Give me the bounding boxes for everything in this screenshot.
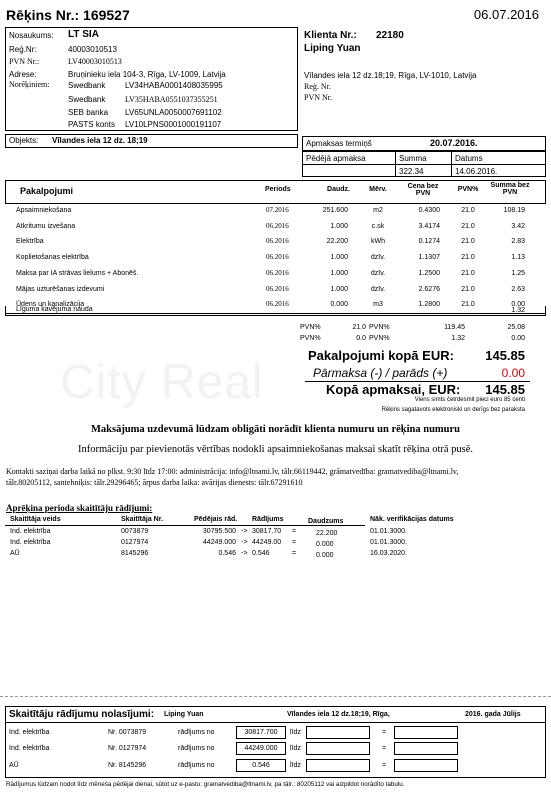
slip-title: Skaitītāju rādījumu nolasījumi: <box>9 709 155 720</box>
slip-eq: = <box>382 745 387 752</box>
meter-nr: 0073879 <box>121 528 149 535</box>
service-unit: c.sk <box>371 223 385 230</box>
seller-address: Bruņinieku iela 104-3, Rīga, LV-1009, Latvija <box>68 70 226 79</box>
service-sum: 2.83 <box>511 238 525 245</box>
slip-eq: = <box>382 729 387 736</box>
seller-accounts-label: Norēķiniem: <box>9 80 50 89</box>
service-unit: dzīv. <box>370 254 386 261</box>
slip-to: līdz <box>290 762 301 769</box>
slip-new-reading-input[interactable] <box>306 742 370 755</box>
bank-name: Swedbank <box>68 95 106 104</box>
slip-label: rādījums no <box>178 745 215 752</box>
object-value: Vīlandes iela 12 dz. 18;19 <box>52 136 148 145</box>
vat-base: 119.45 <box>444 324 465 331</box>
penalty-label: Līguma kavējuma nauda <box>16 306 93 313</box>
meters-col-nr: Skaitītāja Nr. <box>121 516 164 523</box>
contact-line-1: Kontakti saziņai darba laikā no plkst. 9:30 līdz 17:00: administrācija: info@ltnami.lv, tālr.66119442, grāmatvedība: gramatvediba@ltnami.lv, <box>6 467 459 476</box>
service-vat: 21.0 <box>461 254 475 261</box>
service-name: Maksa par IA strāvas lielums + Abonēš. <box>16 270 139 277</box>
slip-to: līdz <box>290 729 301 736</box>
slip-meter-nr: Nr. 8145296 <box>108 762 147 769</box>
slip-reading: 30817.700 <box>236 726 286 739</box>
meter-type: AŪ <box>10 550 20 557</box>
vat-label: PVN% <box>300 324 321 331</box>
meter-last: 0.546 <box>218 550 236 557</box>
grand-total-label: Kopā apmaksai, EUR: <box>326 382 461 397</box>
vat-notice: Informāciju par pievienotās vērtības nodokli apsaimniekošanas maksai skatīt rēķina otrā pusē. <box>77 444 474 455</box>
service-name: Elektrība <box>16 238 44 245</box>
slip-reading: 44249.000 <box>236 742 286 755</box>
slip-address: Vīlandes iela 12 dz.18;19, Rīga, <box>287 711 390 718</box>
service-price: 1.2800 <box>418 301 440 308</box>
service-name: Apsaimniekošana <box>16 207 72 214</box>
service-vat: 21.0 <box>461 207 475 214</box>
vat-rate: 0.0 <box>356 335 366 342</box>
service-sum: 108.19 <box>503 207 525 214</box>
service-vat: 21.0 <box>461 223 475 230</box>
service-name: Koplietošanas elektrība <box>16 254 89 261</box>
seller-pvn-label: PVN Nr.: <box>9 57 40 66</box>
grand-total: 145.85 <box>485 382 525 397</box>
col-services: Pakalpojumi <box>20 186 74 196</box>
meter-last: 44249.000 <box>202 539 236 546</box>
service-name: Atkritumu izvešana <box>16 223 76 230</box>
meters-col-reading: Rādījums <box>252 516 284 523</box>
object-box <box>5 134 298 148</box>
equals: = <box>292 528 297 535</box>
services-total-label: Pakalpojumi kopā EUR: <box>308 348 454 363</box>
slip-new-reading-input[interactable] <box>306 759 370 772</box>
object-label: Objekts: <box>9 136 39 145</box>
meter-type: Ind. elektrība <box>10 539 51 546</box>
meters-title: Aprēķina perioda skaitītāju rādījumi: <box>6 503 153 513</box>
client-pvn-label: PVN Nr. <box>304 93 333 102</box>
vat-rate: 21.0 <box>352 324 366 331</box>
meter-qty: 22.200 <box>316 530 338 537</box>
slip-eq: = <box>382 762 387 769</box>
service-price: 0.4300 <box>418 207 440 214</box>
slip-meter-type: Ind. elektrība <box>9 729 50 736</box>
arrow: -> <box>241 550 248 557</box>
seller-pvn: LV40003010513 <box>68 57 122 66</box>
meter-reading: 44249.00 <box>252 539 282 546</box>
slip-to: līdz <box>290 745 301 752</box>
slip-footer: Rādījumus lūdzam nodot līdz mēneša pēdējai dienai, sūtot uz e-pastu: gramatvediba@ltnami.lv, pa tālr.: 80205112 vai aizpildot norādīto tabulu. <box>6 781 405 788</box>
bank-name: Swedbank <box>68 81 106 90</box>
amount-in-words: Viens simts četrdesmit pieci euro 85 centi <box>414 397 525 403</box>
vat-label: PVN% <box>369 324 390 331</box>
col-vat: PVN% <box>457 186 479 193</box>
service-sum: 2.63 <box>511 286 525 293</box>
bank-iban: LV35HABA0551037355251 <box>125 95 218 104</box>
meter-verif: 01.01.3000. <box>370 528 407 535</box>
due-date: 20.07.2016. <box>430 138 478 148</box>
service-period: 06.2016 <box>266 222 289 230</box>
service-price: 1.2500 <box>418 270 440 277</box>
client-nr: 22180 <box>376 30 404 41</box>
meter-verif: 16.03.2020. <box>370 550 407 557</box>
meter-last: 30795.500 <box>202 528 236 535</box>
service-unit: m3 <box>373 301 383 308</box>
service-unit: dzīv. <box>370 286 386 293</box>
service-name: Ūdens un kanalizācija <box>16 301 85 308</box>
last-payment-sum: 322.34 <box>399 167 424 176</box>
vat-amount: 0.00 <box>511 335 525 342</box>
meters-col-qty: Daudzums <box>308 518 344 525</box>
service-price: 3.4174 <box>418 223 440 230</box>
meter-type: Ind. elektrība <box>10 528 51 535</box>
seller-address-label: Adrese: <box>9 70 37 79</box>
meters-col-verif: Nāk. verifikācijas datums <box>370 516 454 523</box>
electronic-note: Rēķins sagatavots elektroniski un derīgs bez paraksta <box>381 407 525 413</box>
slip-meter-type: AŪ <box>9 762 19 769</box>
equals: = <box>292 550 297 557</box>
payment-notice: Maksājuma uzdevumā lūdzam obligāti norādīt klienta numuru un rēķina numuru <box>90 424 461 435</box>
service-vat: 21.0 <box>461 301 475 308</box>
service-sum: 3.42 <box>511 223 525 230</box>
seller-name: LT SIA <box>68 29 99 40</box>
arrow: -> <box>241 539 248 546</box>
service-qty: 1.000 <box>330 254 348 261</box>
service-unit: dzīv. <box>370 270 386 277</box>
service-period: 07.2016 <box>266 206 289 214</box>
slip-period: 2016. gada Jūlijs <box>465 711 521 718</box>
service-qty: 22.200 <box>326 238 348 245</box>
penalty-value: 1.32 <box>511 307 525 314</box>
service-vat: 21.0 <box>461 286 475 293</box>
service-sum: 1.13 <box>511 254 525 261</box>
last-payment-label: Pēdējā apmaksa <box>306 154 366 163</box>
meter-verif: 01.01.3000. <box>370 539 407 546</box>
service-period: 06.2016 <box>266 269 289 277</box>
slip-reading: 0.546 <box>236 759 286 772</box>
vat-label: PVN% <box>300 335 321 342</box>
meters-col-last: Pēdējais rād. <box>194 516 238 523</box>
slip-new-reading-input[interactable] <box>306 726 370 739</box>
watermark-logo: City Real <box>60 356 264 409</box>
service-unit: kWh <box>371 238 385 245</box>
service-qty: 0.000 <box>330 301 348 308</box>
slip-label: rādījums no <box>178 762 215 769</box>
service-vat: 21.0 <box>461 238 475 245</box>
service-qty: 1.000 <box>330 286 348 293</box>
overpay-value: 0.00 <box>501 366 525 380</box>
slip-qty-input[interactable] <box>394 742 458 755</box>
service-period: 06.2016 <box>266 253 289 261</box>
seller-reg-label: Reģ.Nr: <box>9 45 37 54</box>
meter-qty: 0.000 <box>316 541 334 548</box>
arrow: -> <box>241 528 248 535</box>
col-price: Cena bez PVN <box>407 183 439 197</box>
slip-label: rādījums no <box>178 729 215 736</box>
col-unit: Mērv. <box>369 186 387 193</box>
vat-amount: 25.08 <box>507 324 525 331</box>
meter-reading: 30817.70 <box>252 528 282 535</box>
meters-col-type: Skaitītāja veids <box>10 516 61 523</box>
due-label: Apmaksas termiņš <box>306 139 372 148</box>
col-period: Periods <box>265 186 291 193</box>
bank-name: SEB banka <box>68 108 109 117</box>
seller-name-label: Nosaukums: <box>9 31 54 40</box>
service-qty: 251.600 <box>322 207 348 214</box>
service-period: 06.2016 <box>266 285 289 293</box>
invoice-title: Rēķins Nr.: 169527 <box>6 7 130 23</box>
invoice-date: 06.07.2016 <box>473 7 539 22</box>
contact-line-2: tālr.80205112, santehniķis: tālr.29296465; ārpus darba laika: avārijas dienests: tālr.67291610 <box>6 478 303 487</box>
service-price: 0.1274 <box>418 238 440 245</box>
service-period: 06.2016 <box>266 237 289 245</box>
service-price: 2.6276 <box>418 286 440 293</box>
client-name: Liping Yuan <box>304 43 361 54</box>
bank-iban: LV65UNLA0050007691102 <box>125 108 222 117</box>
service-period: 06.2016 <box>266 300 289 308</box>
service-qty: 1.000 <box>330 270 348 277</box>
service-unit: m2 <box>373 207 383 214</box>
slip-client: Liping Yuan <box>164 711 204 718</box>
slip-meter-nr: Nr. 0073879 <box>108 729 147 736</box>
vat-base: 1.32 <box>451 335 465 342</box>
last-payment-sum-label: Summa <box>399 154 427 163</box>
services-total: 145.85 <box>485 348 525 363</box>
meter-nr: 0127974 <box>121 539 149 546</box>
client-nr-label: Klienta Nr.: <box>304 30 357 41</box>
client-address: Vīlandes iela 12 dz.18;19, Rīga, LV-1010, Latvija <box>304 71 477 80</box>
meter-reading: 0.546 <box>252 550 270 557</box>
overpay-label: Pārmaksa (-) / parāds (+) <box>313 366 448 380</box>
service-price: 1.1307 <box>418 254 440 261</box>
meter-qty: 0.000 <box>316 552 334 559</box>
service-sum: 0.00 <box>511 301 525 308</box>
cut-line <box>0 696 551 697</box>
seller-reg: 40003010513 <box>68 45 117 54</box>
vat-label: PVN% <box>369 335 390 342</box>
service-vat: 21.0 <box>461 270 475 277</box>
last-payment-date-label: Datums <box>455 154 483 163</box>
col-sum: Summa bez PVN <box>490 182 530 196</box>
bank-name: PASTS konts <box>68 120 115 129</box>
slip-qty-input[interactable] <box>394 759 458 772</box>
slip-qty-input[interactable] <box>394 726 458 739</box>
service-name: Mājas uzturēšanas izdevumi <box>16 286 105 293</box>
service-qty: 1.000 <box>330 223 348 230</box>
meter-nr: 8145296 <box>121 550 149 557</box>
slip-meter-nr: Nr. 0127974 <box>108 745 147 752</box>
client-reg-label: Reģ. Nr. <box>304 82 331 91</box>
bank-iban: LV34HABA0001408035995 <box>125 81 223 90</box>
slip-meter-type: Ind. elektrība <box>9 745 50 752</box>
col-qty: Daudz. <box>327 186 350 193</box>
service-sum: 1.25 <box>511 270 525 277</box>
bank-iban: LV10LPNS0001000191107 <box>125 120 222 129</box>
equals: = <box>292 539 297 546</box>
last-payment-date: 14.06.2016. <box>455 167 498 176</box>
